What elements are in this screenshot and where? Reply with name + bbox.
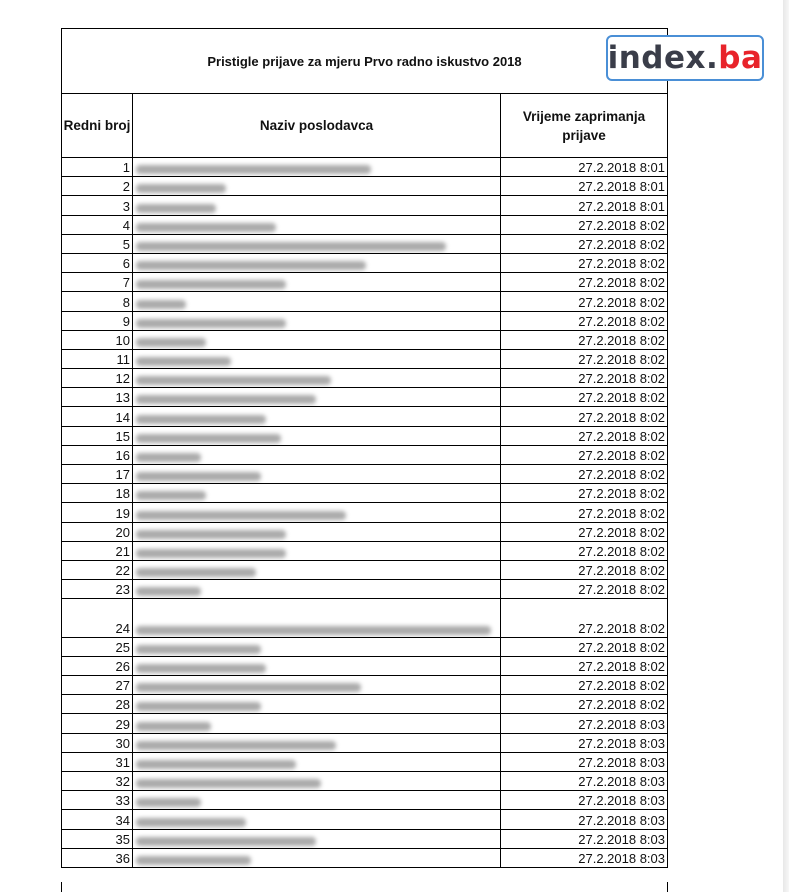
redacted-text: [136, 741, 336, 750]
submission-time: 27.2.2018 8:02: [578, 524, 665, 540]
row-number: 4: [62, 216, 133, 234]
redacted-text: [136, 415, 266, 424]
row-number: 35: [62, 830, 133, 848]
row-number: 12: [62, 369, 133, 387]
submission-time: 27.2.2018 8:02: [578, 639, 665, 655]
redacted-text: [136, 856, 251, 865]
row-number: 31: [62, 753, 133, 771]
submission-time: 27.2.2018 8:02: [578, 448, 665, 463]
header-time: Vrijeme zaprimanja prijave: [522, 108, 646, 143]
row-number: 16: [62, 446, 133, 464]
redacted-text: [136, 357, 231, 366]
redacted-text: [136, 722, 211, 731]
employer-name-redacted: [133, 407, 501, 425]
row-number: 10: [62, 331, 133, 349]
table-header: [62, 94, 667, 158]
submission-time: 27.2.2018 8:02: [578, 678, 665, 694]
employer-name-redacted: [133, 830, 501, 848]
submission-time: 27.2.2018 8:02: [578, 563, 665, 579]
row-number: 32: [62, 772, 133, 790]
table-row: [62, 830, 667, 849]
redacted-text: [136, 626, 491, 635]
employer-name-redacted: [133, 235, 501, 253]
submission-time: 27.2.2018 8:02: [578, 582, 665, 598]
row-number: 15: [62, 427, 133, 445]
row-number: 3: [62, 196, 133, 214]
table-title: Pristigle prijave za mjeru Prvo radno iskustvo 2018: [62, 29, 667, 94]
submission-time: 27.2.2018 8:02: [578, 390, 665, 406]
redacted-text: [136, 568, 256, 577]
submission-time: 27.2.2018 8:02: [578, 371, 665, 387]
row-number: 14: [62, 407, 133, 425]
table-row: [62, 177, 667, 196]
submission-time: 27.2.2018 8:02: [578, 409, 665, 425]
row-number: 6: [62, 254, 133, 272]
employer-name-redacted: [133, 427, 501, 445]
row-number: 11: [62, 350, 133, 368]
row-number: 1: [62, 158, 133, 176]
employer-name-redacted: [133, 312, 501, 330]
redacted-text: [136, 395, 316, 404]
employer-name-redacted: [133, 580, 501, 598]
table-row: [62, 254, 667, 273]
redacted-text: [136, 798, 201, 807]
table-row: [62, 407, 667, 426]
row-number: 17: [62, 465, 133, 483]
redacted-text: [136, 549, 286, 558]
submission-time: 27.2.2018 8:02: [578, 659, 665, 675]
table-row: [62, 388, 667, 407]
employer-name-redacted: [133, 657, 501, 675]
table-row: [62, 235, 667, 254]
table-row: [62, 369, 667, 388]
table-row: [62, 331, 667, 350]
header-number: Redni broj: [62, 94, 133, 157]
submission-time: 27.2.2018 8:03: [578, 735, 665, 751]
submission-time: 27.2.2018 8:02: [578, 467, 665, 483]
employer-name-redacted: [133, 216, 501, 234]
row-number: 13: [62, 388, 133, 406]
redacted-text: [136, 491, 206, 500]
row-number: 28: [62, 695, 133, 713]
submission-time: 27.2.2018 8:03: [578, 850, 665, 866]
table-row: [62, 465, 667, 484]
redacted-text: [136, 242, 446, 251]
employer-name-redacted: [133, 734, 501, 752]
submission-time: 27.2.2018 8:01: [578, 179, 665, 195]
redacted-text: [136, 818, 246, 827]
row-number: 24: [62, 599, 133, 636]
row-number: 22: [62, 561, 133, 579]
table-row: [62, 676, 667, 695]
submission-time: 27.2.2018 8:01: [578, 160, 665, 176]
table-row: [62, 772, 667, 791]
table-row: [62, 849, 667, 868]
employer-name-redacted: [133, 331, 501, 349]
logo-text-main: index.: [607, 40, 719, 76]
redacted-text: [136, 376, 331, 385]
header-employer: Naziv poslodavca: [133, 94, 501, 157]
redacted-text: [136, 779, 321, 788]
document-table: [61, 28, 668, 868]
employer-name-redacted: [133, 388, 501, 406]
table-row: [62, 446, 667, 465]
page-edge: [783, 0, 789, 892]
redacted-text: [136, 300, 186, 309]
submission-time: 27.2.2018 8:02: [578, 428, 665, 444]
submission-time: 27.2.2018 8:03: [578, 755, 665, 771]
employer-name-redacted: [133, 350, 501, 368]
submission-time: 27.2.2018 8:03: [578, 812, 665, 828]
employer-name-redacted: [133, 523, 501, 541]
table-row: [62, 753, 667, 772]
submission-time: 27.2.2018 8:02: [578, 697, 665, 713]
employer-name-redacted: [133, 810, 501, 828]
submission-time: 27.2.2018 8:01: [578, 198, 665, 214]
employer-name-redacted: [133, 465, 501, 483]
submission-time: 27.2.2018 8:03: [578, 831, 665, 847]
table-row: [62, 484, 667, 503]
employer-name-redacted: [133, 446, 501, 464]
row-number: 5: [62, 235, 133, 253]
row-number: 29: [62, 714, 133, 732]
submission-time: 27.2.2018 8:02: [578, 352, 665, 368]
index-ba-logo: [606, 35, 764, 81]
logo-text-accent: ba: [718, 40, 763, 76]
row-number: 27: [62, 676, 133, 694]
employer-name-redacted: [133, 484, 501, 502]
table-row: [62, 695, 667, 714]
redacted-text: [136, 204, 216, 213]
submission-time: 27.2.2018 8:02: [578, 486, 665, 502]
redacted-text: [136, 338, 206, 347]
redacted-text: [136, 683, 361, 692]
employer-name-redacted: [133, 772, 501, 790]
row-number: 20: [62, 523, 133, 541]
employer-name-redacted: [133, 158, 501, 176]
redacted-text: [136, 165, 371, 174]
submission-time: 27.2.2018 8:02: [578, 275, 665, 291]
table-row: [62, 542, 667, 561]
redacted-text: [136, 587, 201, 596]
row-number: 26: [62, 657, 133, 675]
row-number: 36: [62, 849, 133, 867]
employer-name-redacted: [133, 676, 501, 694]
row-number: 34: [62, 810, 133, 828]
table-row: [62, 523, 667, 542]
employer-name-redacted: [133, 791, 501, 809]
row-number: 7: [62, 273, 133, 291]
redacted-text: [136, 837, 316, 846]
redacted-text: [136, 472, 261, 481]
row-number: 30: [62, 734, 133, 752]
table-row: [62, 273, 667, 292]
redacted-text: [136, 434, 281, 443]
redacted-text: [136, 664, 266, 673]
row-number: 19: [62, 503, 133, 521]
table-row-partial: [61, 882, 668, 892]
table-row: [62, 810, 667, 829]
submission-time: 27.2.2018 8:02: [578, 505, 665, 521]
employer-name-redacted: [133, 369, 501, 387]
employer-name-redacted: [133, 561, 501, 579]
row-number: 23: [62, 580, 133, 598]
employer-name-redacted: [133, 638, 501, 656]
employer-name-redacted: [133, 542, 501, 560]
submission-time: 27.2.2018 8:02: [578, 620, 665, 636]
row-number: 18: [62, 484, 133, 502]
table-row: [62, 599, 667, 637]
row-number: 9: [62, 312, 133, 330]
table-row: [62, 791, 667, 810]
submission-time: 27.2.2018 8:02: [578, 256, 665, 272]
redacted-text: [136, 184, 226, 193]
employer-name-redacted: [133, 695, 501, 713]
table-body: [62, 158, 667, 868]
submission-time: 27.2.2018 8:03: [578, 793, 665, 809]
table-row: [62, 350, 667, 369]
table-row: [62, 714, 667, 733]
submission-time: 27.2.2018 8:02: [578, 543, 665, 559]
submission-time: 27.2.2018 8:03: [578, 716, 665, 732]
employer-name-redacted: [133, 503, 501, 521]
redacted-text: [136, 760, 296, 769]
redacted-text: [136, 702, 261, 711]
row-number: 2: [62, 177, 133, 195]
employer-name-redacted: [133, 254, 501, 272]
employer-name-redacted: [133, 196, 501, 214]
employer-name-redacted: [133, 177, 501, 195]
table-row: [62, 158, 667, 177]
employer-name-redacted: [133, 849, 501, 867]
redacted-text: [136, 453, 201, 462]
employer-name-redacted: [133, 714, 501, 732]
table-row: [62, 292, 667, 311]
table-row: [62, 580, 667, 599]
redacted-text: [136, 511, 346, 520]
table-row: [62, 216, 667, 235]
row-number: 8: [62, 292, 133, 310]
submission-time: 27.2.2018 8:03: [578, 774, 665, 790]
redacted-text: [136, 261, 366, 270]
submission-time: 27.2.2018 8:02: [578, 313, 665, 329]
table-row: [62, 561, 667, 580]
row-number: 21: [62, 542, 133, 560]
submission-time: 27.2.2018 8:02: [578, 217, 665, 233]
table-row: [62, 196, 667, 215]
redacted-text: [136, 280, 286, 289]
row-number: 33: [62, 791, 133, 809]
submission-time: 27.2.2018 8:02: [578, 332, 665, 348]
table-row: [62, 638, 667, 657]
redacted-text: [136, 530, 286, 539]
submission-time: 27.2.2018 8:02: [578, 294, 665, 310]
table-row: [62, 657, 667, 676]
employer-name-redacted: [133, 292, 501, 310]
row-number: 25: [62, 638, 133, 656]
employer-name-redacted: [133, 753, 501, 771]
table-row: [62, 503, 667, 522]
table-row: [62, 312, 667, 331]
submission-time: 27.2.2018 8:02: [578, 236, 665, 252]
table-row: [62, 427, 667, 446]
employer-name-redacted: [133, 599, 501, 636]
table-row: [62, 734, 667, 753]
redacted-text: [136, 319, 286, 328]
redacted-text: [136, 223, 276, 232]
redacted-text: [136, 645, 261, 654]
employer-name-redacted: [133, 273, 501, 291]
